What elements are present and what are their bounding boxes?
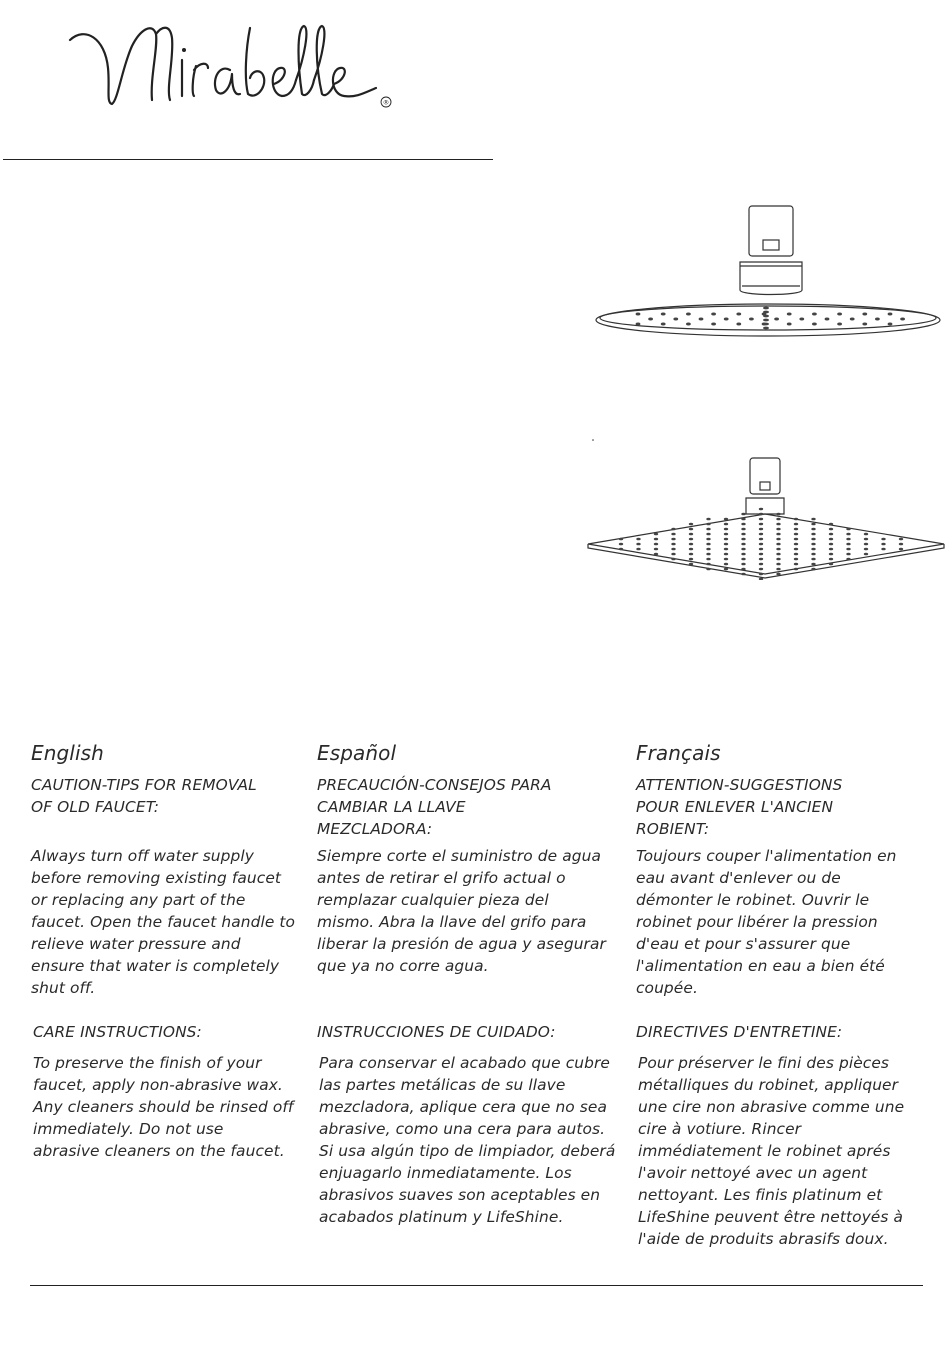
language-heading-english: English (31, 741, 104, 765)
nozzle-dot (749, 318, 754, 321)
nozzle-dot (759, 553, 763, 556)
nozzle-dot (776, 528, 780, 531)
nozzle-dot (776, 563, 780, 566)
nozzle-dot (864, 543, 868, 546)
nozzle-dot (881, 538, 885, 541)
nozzle-dot (862, 313, 867, 316)
nozzle-dot (741, 568, 745, 571)
nozzle-dot (763, 315, 769, 318)
nozzle-dot (686, 313, 691, 316)
care-text: Para conservar el acabado que cubre las partes metálicas de su llave mezcladora, aplique cera que no sea abrasive, como una cera para autos. Si usa algún tipo de limpiador, deberá enjuagarlo inmediatamente. Los abrasivos suaves son aceptables en acabados platinum y LifeShine. (319, 1054, 616, 1226)
spanish-column (317, 738, 627, 1226)
nozzle-dot (724, 538, 728, 541)
mirabelle-logo (60, 8, 400, 118)
nozzle-dot (811, 533, 815, 536)
nozzle-dot (881, 548, 885, 551)
square-rain-showerhead-icon (586, 456, 948, 580)
nozzle-dot (706, 548, 710, 551)
nozzle-dot (763, 307, 769, 310)
nozzle-dot (741, 528, 745, 531)
nozzle-dot (741, 558, 745, 561)
nozzle-dot (811, 538, 815, 541)
nozzle-dot (759, 518, 763, 521)
nozzle-dot (741, 543, 745, 546)
nozzle-dot (706, 533, 710, 536)
nozzle-dot (829, 563, 833, 566)
nozzle-dot (794, 533, 798, 536)
nozzle-dot (759, 523, 763, 526)
nozzle-dot (899, 538, 903, 541)
nozzle-dot (794, 553, 798, 556)
nozzle-dot (661, 313, 666, 316)
nozzle-dot (706, 553, 710, 556)
nozzle-dot (689, 563, 693, 566)
nozzle-dot (864, 533, 868, 536)
nozzle-dot (736, 313, 741, 316)
nozzle-dot (763, 323, 769, 326)
nozzle-dot (671, 553, 675, 556)
nozzle-dot (689, 543, 693, 546)
nozzle-dot (741, 563, 745, 566)
nozzle-dot (706, 518, 710, 521)
nozzle-dot (846, 548, 850, 551)
nozzle-dot (811, 543, 815, 546)
nozzle-dot (654, 538, 658, 541)
nozzle-dot (759, 558, 763, 561)
nozzle-dot (636, 323, 641, 326)
nozzle-dot (776, 533, 780, 536)
nozzle-dot (846, 543, 850, 546)
nozzle-dot (794, 543, 798, 546)
nozzle-dot (794, 548, 798, 551)
nozzle-dot (741, 518, 745, 521)
nozzle-dot (811, 528, 815, 531)
caution-heading: CAUTION-TIPS FOR REMOVAL OF OLD FAUCET: (31, 776, 257, 816)
nozzle-dot (724, 318, 729, 321)
nozzle-dot (724, 548, 728, 551)
nozzle-dot (846, 538, 850, 541)
nozzle-dot (724, 543, 728, 546)
nozzle-dot (763, 311, 769, 314)
top-divider (3, 159, 493, 160)
nozzle-dot (648, 318, 653, 321)
care-heading: DIRECTIVES D'ENTRETINE: (636, 1023, 843, 1041)
nozzle-dot (724, 528, 728, 531)
nozzle-dot (619, 548, 623, 551)
care-text: Pour préserver le fini des pièces métalliques du robinet, appliquer une cire non abrasive comme une cire à votiure. Rincer immédiatement le robinet aprés l'avoir nettoyé avec un agent nettoyant. Les finis platinum et LifeShine peuvent être nettoyés à l'aide de produits abrasifs doux. (638, 1054, 905, 1248)
nozzle-dot (776, 573, 780, 576)
nozzle-dot (724, 523, 728, 526)
nozzle-dot (671, 528, 675, 531)
nozzle-dot (776, 538, 780, 541)
nozzle-dot (711, 313, 716, 316)
nozzle-dot (899, 548, 903, 551)
nozzle-dot (619, 538, 623, 541)
nozzle-dot (776, 518, 780, 521)
nozzle-dot (776, 548, 780, 551)
nozzle-dot (774, 318, 779, 321)
caution-text: Siempre corte el suministro de agua antes de retirar el grifo actual o remplazar cualquier pieza del mismo. Abra la llave del grifo para liberar la presión de agua y asegurar que ya no corre agua. (317, 847, 606, 975)
round-rain-showerhead-icon (594, 202, 946, 342)
nozzle-dot (829, 558, 833, 561)
nozzle-dot (759, 513, 763, 516)
nozzle-dot (706, 523, 710, 526)
nozzle-dot (846, 553, 850, 556)
nozzle-dot (829, 528, 833, 531)
nozzle-dot (706, 563, 710, 566)
nozzle-dot (671, 543, 675, 546)
nozzle-dot (759, 528, 763, 531)
nozzle-dot (724, 553, 728, 556)
care-heading: CARE INSTRUCTIONS: (33, 1023, 202, 1041)
svg-text:®: ® (382, 98, 390, 107)
nozzle-dot (759, 543, 763, 546)
nozzle-dot (661, 323, 666, 326)
nozzle-dot (794, 558, 798, 561)
nozzle-dot (706, 558, 710, 561)
nozzle-dot (899, 543, 903, 546)
nozzle-dot (799, 318, 804, 321)
nozzle-dot (846, 533, 850, 536)
nozzle-dot (763, 327, 769, 330)
nozzle-dot (825, 318, 830, 321)
nozzle-dot (794, 518, 798, 521)
nozzle-dot (862, 323, 867, 326)
caution-text: Toujours couper l'alimentation en eau avant d'enlever ou de démonter le robinet. Ouvrir le robinet pour libérer la pression d'eau et pour s'assurer que l'alimentation en eau a bien été coupée. (636, 847, 897, 997)
nozzle-dot (711, 323, 716, 326)
nozzle-dot (741, 548, 745, 551)
nozzle-dot (864, 538, 868, 541)
nozzle-dot (636, 548, 640, 551)
nozzle-dot (776, 558, 780, 561)
nozzle-dot (794, 568, 798, 571)
english-column (31, 738, 301, 1160)
nozzle-dot (811, 523, 815, 526)
nozzle-dot (794, 538, 798, 541)
nozzle-dot (759, 533, 763, 536)
nozzle-dot (864, 548, 868, 551)
nozzle-dot (636, 538, 640, 541)
nozzle-dot (846, 528, 850, 531)
nozzle-dot (741, 533, 745, 536)
nozzle-dot (689, 553, 693, 556)
nozzle-dot (759, 573, 763, 576)
nozzle-dot (686, 323, 691, 326)
nozzle-dot (829, 553, 833, 556)
nozzle-dot (736, 323, 741, 326)
language-heading-spanish: Español (317, 741, 397, 765)
caution-text: Always turn off water supply before removing existing faucet or replacing any part of the faucet. Open the faucet handle to relieve water pressure and ensure that water is completely shut off. (31, 847, 296, 997)
french-column (636, 738, 921, 1248)
nozzle-dot (787, 323, 792, 326)
nozzle-dot (706, 568, 710, 571)
nozzle-dot (846, 558, 850, 561)
nozzle-dot (776, 543, 780, 546)
nozzle-dot (776, 553, 780, 556)
nozzle-dot (829, 543, 833, 546)
nozzle-dot (671, 558, 675, 561)
stray-mark (591, 438, 595, 442)
nozzle-dot (759, 538, 763, 541)
nozzle-dot (776, 523, 780, 526)
nozzle-dot (759, 508, 763, 511)
nozzle-dot (811, 558, 815, 561)
nozzle-dot (706, 543, 710, 546)
nozzle-dot (759, 568, 763, 571)
nozzle-dot (671, 538, 675, 541)
nozzle-dot (875, 318, 880, 321)
nozzle-dot (829, 533, 833, 536)
nozzle-dot (706, 538, 710, 541)
nozzle-dot (888, 323, 893, 326)
nozzle-dot (689, 538, 693, 541)
nozzle-dot (811, 518, 815, 521)
nozzle-dot (741, 538, 745, 541)
nozzle-dot (741, 573, 745, 576)
nozzle-dot (787, 313, 792, 316)
nozzle-dot (763, 319, 769, 322)
nozzle-dot (811, 568, 815, 571)
nozzle-dot (689, 533, 693, 536)
nozzle-dot (654, 553, 658, 556)
nozzle-dot (673, 318, 678, 321)
nozzle-dot (812, 323, 817, 326)
nozzle-dot (654, 548, 658, 551)
nozzle-dot (724, 563, 728, 566)
nozzle-dot (881, 543, 885, 546)
nozzle-dot (741, 513, 745, 516)
nozzle-dot (837, 313, 842, 316)
bottom-divider (30, 1285, 923, 1286)
nozzle-dot (759, 563, 763, 566)
nozzle-dot (811, 553, 815, 556)
nozzle-dot (776, 568, 780, 571)
care-text: To preserve the finish of your faucet, apply non-abrasive wax. Any cleaners should be rinsed off immediately. Do not use abrasive cleaners on the faucet. (33, 1054, 294, 1160)
caution-heading: PRECAUCIÓN-CONSEJOS PARA CAMBIAR LA LLAVE MEZCLADORA: (317, 776, 552, 838)
nozzle-dot (776, 513, 780, 516)
nozzle-dot (900, 318, 905, 321)
nozzle-dot (741, 523, 745, 526)
nozzle-dot (829, 523, 833, 526)
nozzle-dot (812, 313, 817, 316)
nozzle-dot (794, 563, 798, 566)
nozzle-dot (619, 543, 623, 546)
nozzle-dot (724, 518, 728, 521)
nozzle-dot (706, 528, 710, 531)
nozzle-dot (636, 313, 641, 316)
nozzle-dot (636, 543, 640, 546)
nozzle-dot (811, 548, 815, 551)
nozzle-dot (794, 523, 798, 526)
nozzle-dot (671, 533, 675, 536)
care-heading: INSTRUCCIONES DE CUIDADO: (317, 1023, 556, 1041)
nozzle-dot (724, 558, 728, 561)
nozzle-dot (829, 548, 833, 551)
nozzle-dot (794, 528, 798, 531)
nozzle-dot (689, 558, 693, 561)
nozzle-dot (759, 548, 763, 551)
nozzle-dot (689, 523, 693, 526)
caution-heading: ATTENTION-SUGGESTIONS POUR ENLEVER L'ANCIEN ROBIENT: (636, 776, 843, 838)
nozzle-dot (671, 548, 675, 551)
nozzle-dot (741, 553, 745, 556)
nozzle-dot (850, 318, 855, 321)
nozzle-dot (654, 533, 658, 536)
nozzle-dot (829, 538, 833, 541)
nozzle-dot (811, 563, 815, 566)
nozzle-dot (724, 568, 728, 571)
nozzle-dot (654, 543, 658, 546)
nozzle-dot (689, 528, 693, 531)
nozzle-dot (689, 548, 693, 551)
nozzle-dot (724, 533, 728, 536)
nozzle-dot (837, 323, 842, 326)
nozzle-dot (699, 318, 704, 321)
language-heading-french: Français (636, 741, 721, 765)
nozzle-dot (864, 553, 868, 556)
nozzle-dot (888, 313, 893, 316)
